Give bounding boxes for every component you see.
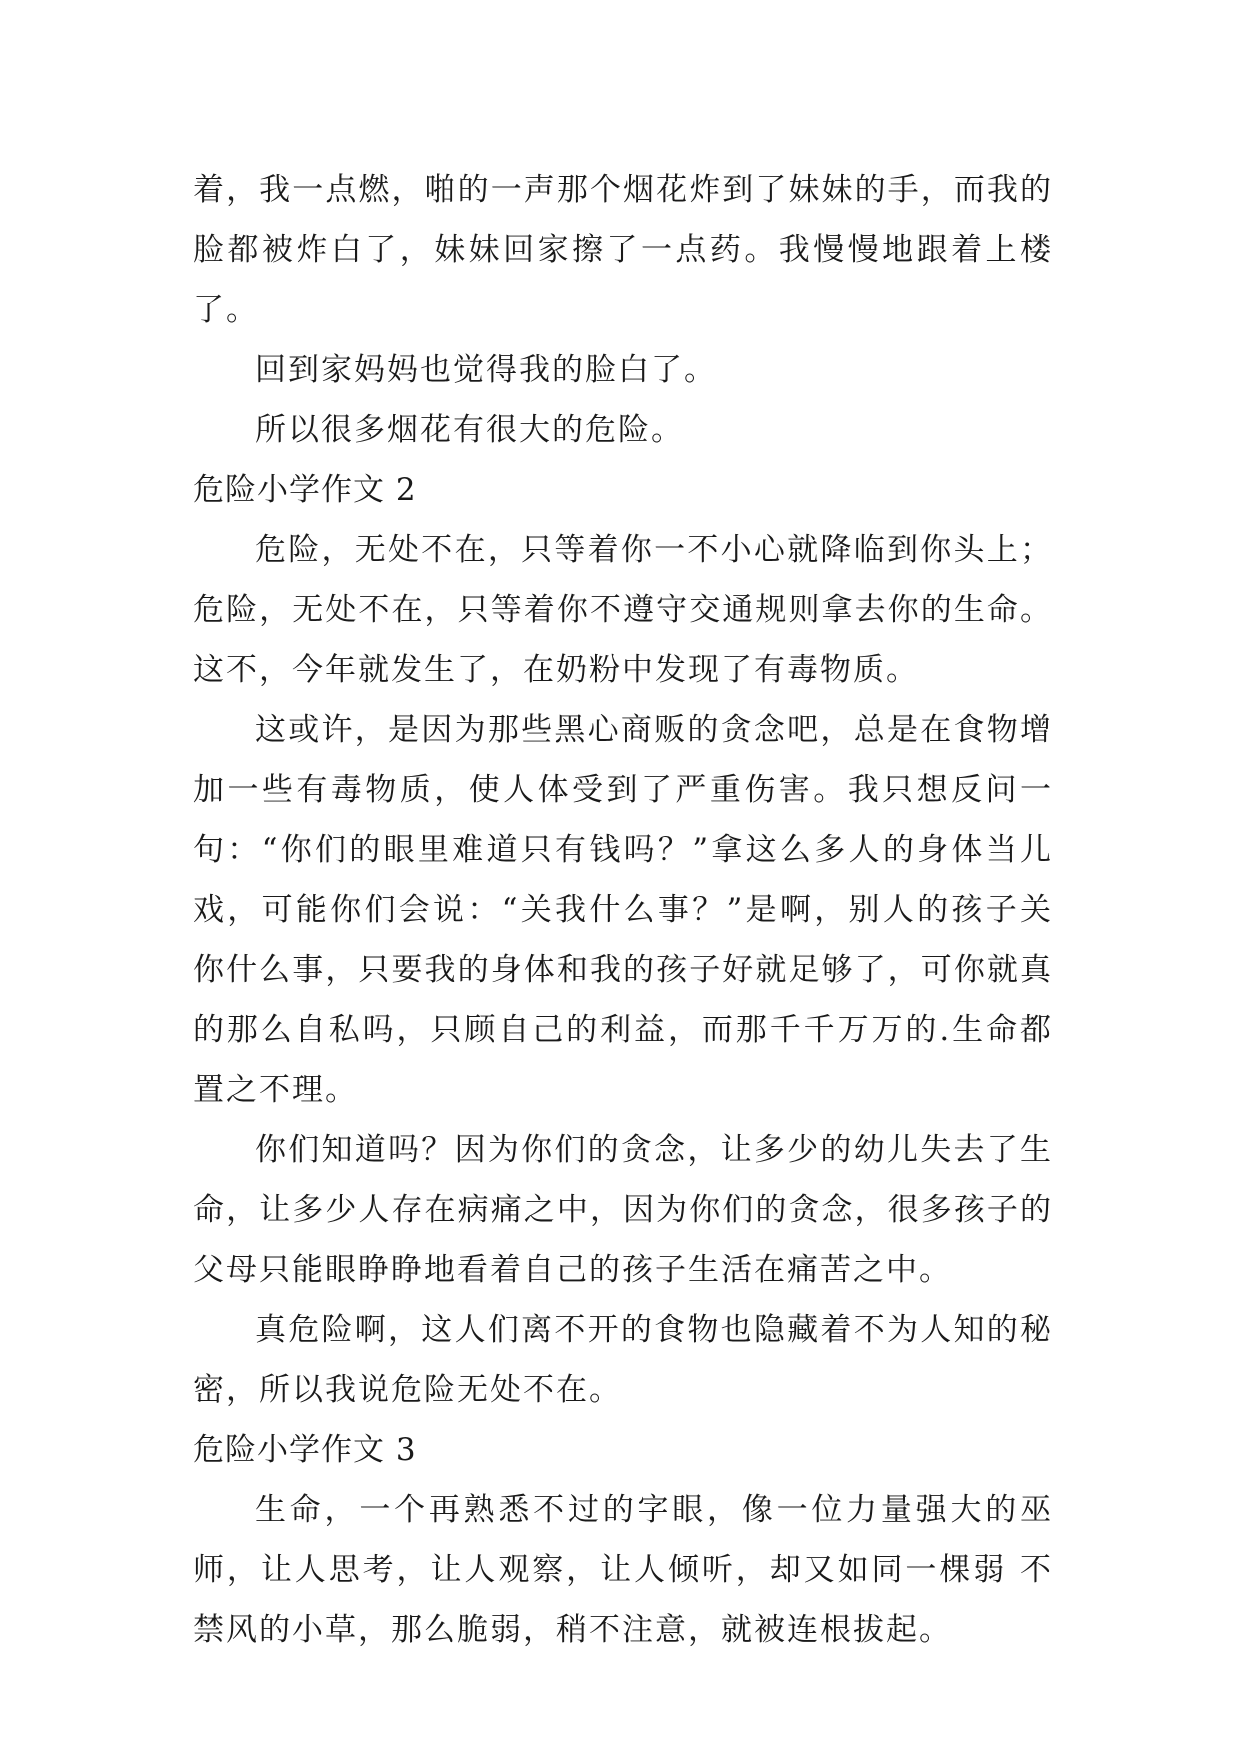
paragraph-2: 回到家妈妈也觉得我的脸白了。 [255, 352, 717, 388]
section-heading-3: 危险小学作文 3 [193, 1432, 417, 1468]
document-body [193, 160, 1053, 1660]
paragraph-5: 这或许，是因为那些黑心商贩的贪念吧，总是在食物增加一些有毒物质，使人体受到了严重伤害。我只想反问一句：“你们的眼里难道只有钱吗？”拿这么多人的身体当儿戏，可能你们会说：“关我什么事？”是啊，别人的孩子关你什么事，只要我的身体和我的孩子好就足够了，可你就真的那么自私吗，只顾自己的利益，而那千千万万的.生命都置之不理。 [193, 712, 1053, 1108]
paragraph-1: 着，我一点燃，啪的一声那个烟花炸到了妹妹的手，而我的脸都被炸白了，妹妹回家擦了一点药。我慢慢地跟着上楼了。 [193, 172, 1053, 328]
paragraph-3: 所以很多烟花有很大的危险。 [255, 412, 684, 448]
paragraph-4: 危险，无处不在，只等着你一不小心就降临到你头上；危险，无处不在，只等着你不遵守交通规则拿去你的生命。这不，今年就发生了，在奶粉中发现了有毒物质。 [193, 532, 1053, 688]
paragraph-7: 真危险啊，这人们离不开的食物也隐藏着不为人知的秘密，所以我说危险无处不在。 [193, 1312, 1053, 1408]
paragraph-6: 你们知道吗？因为你们的贪念，让多少的幼儿失去了生命，让多少人存在病痛之中，因为你们的贪念，很多孩子的父母只能眼睁睁地看着自己的孩子生活在痛苦之中。 [193, 1132, 1053, 1288]
paragraph-8: 生命，一个再熟悉不过的字眼，像一位力量强大的巫师，让人思考，让人观察，让人倾听，却又如同一棵弱 不禁风的小草，那么脆弱，稍不注意，就被连根拔起。 [193, 1492, 1053, 1648]
section-heading-2: 危险小学作文 2 [193, 472, 417, 508]
